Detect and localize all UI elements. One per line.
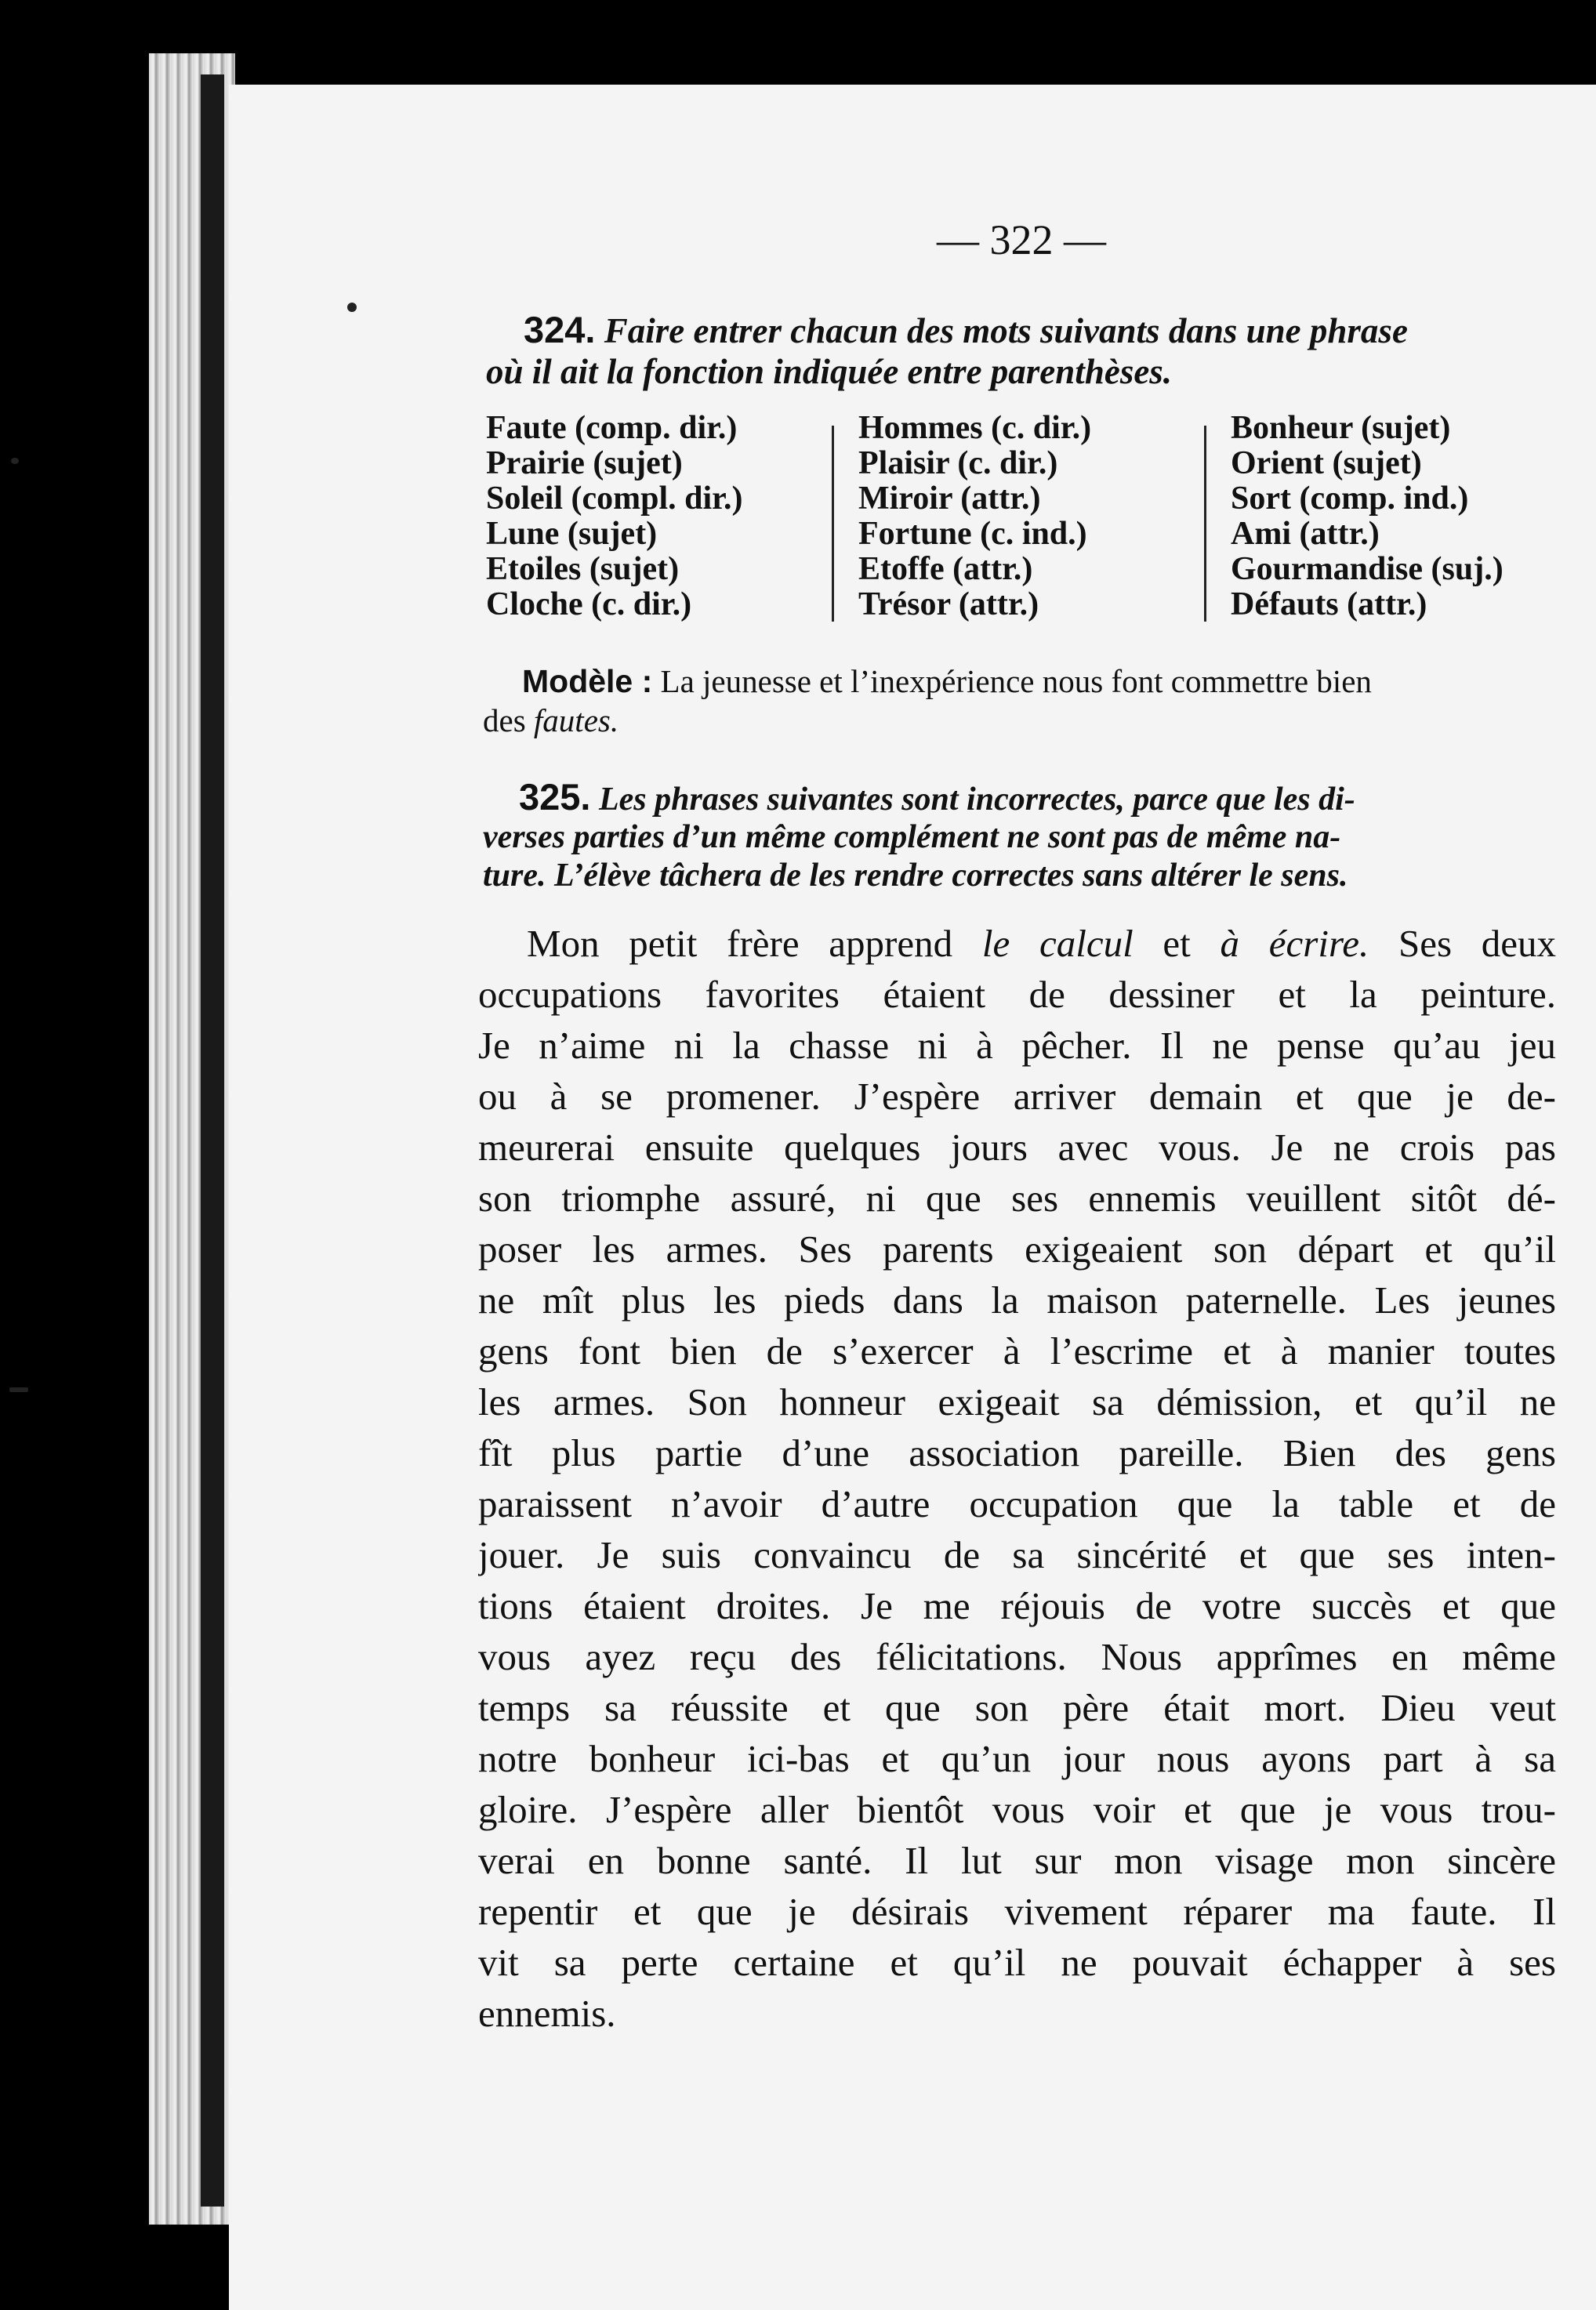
scan-speck (9, 1387, 28, 1392)
word-item: Etoffe (attr.) (858, 551, 1033, 587)
paragraph-line: ne mît plus les pieds dans la maison paternelle. Les jeunes (478, 1278, 1556, 1322)
model-label: Modèle : (522, 663, 653, 699)
column-divider (1204, 426, 1206, 622)
paragraph-line: Je n’aime ni la chasse ni à pêcher. Il ne pense qu’au jeu (478, 1024, 1556, 1067)
paragraph-line: ennemis. (478, 1992, 616, 2035)
word-item: Orient (sujet) (1231, 445, 1422, 481)
exercise-325-instruction-line3: ture. L’élève tâchera de les rendre correctes sans altérer le sens. (483, 858, 1348, 894)
paragraph-line: Mon petit frère apprend le calcul et à écrire. Ses deux (527, 922, 1556, 965)
exercise-number: 325. (519, 776, 591, 818)
paragraph-line: notre bonheur ici-bas et qu’un jour nous ayons part à sa (478, 1737, 1556, 1780)
page-number: — 322 — (937, 216, 1106, 263)
model-line2: des fautes. (483, 702, 619, 738)
exercise-325-heading (519, 778, 1355, 819)
exercise-324-heading (524, 307, 1408, 354)
word-item: Soleil (compl. dir.) (486, 480, 743, 517)
scan-speck (347, 303, 357, 312)
paragraph-line: occupations favorites étaient de dessiner et la peinture. (478, 973, 1556, 1016)
paragraph-line: paraissent n’avoir d’autre occupation que la table et de (478, 1482, 1556, 1525)
word-column-1 (486, 411, 742, 622)
paragraph-line: jouer. Je suis convaincu de sa sincérité et que ses inten- (478, 1533, 1556, 1576)
word-column-3 (1231, 411, 1504, 622)
paragraph-line: poser les armes. Ses parents exigeaient son départ et qu’il (478, 1228, 1556, 1271)
exercise-instruction: Faire entrer chacun des mots suivants dans une phrase (604, 311, 1408, 350)
word-item: Bonheur (sujet) (1231, 410, 1451, 446)
paragraph-line: verai en bonne santé. Il lut sur mon visage mon sincère (478, 1839, 1556, 1882)
exercise-instruction: Les phrases suivantes sont incorrectes, parce que les di- (598, 781, 1355, 818)
word-item: Miroir (attr.) (858, 480, 1041, 517)
word-item: Sort (comp. ind.) (1231, 480, 1469, 517)
paragraph-line: ou à se promener. J’espère arriver demain et que je de- (478, 1075, 1556, 1118)
word-item: Etoiles (sujet) (486, 551, 680, 587)
word-item: Défauts (attr.) (1231, 586, 1427, 622)
word-item: Prairie (sujet) (486, 445, 683, 481)
model-line1: Modèle : La jeunesse et l’inexpérience nous font commettre bien (522, 663, 1372, 699)
word-item: Faute (comp. dir.) (486, 410, 738, 446)
word-column-2 (858, 411, 1091, 622)
scan-speck (11, 458, 19, 464)
book-spine (201, 74, 224, 2207)
column-divider (832, 426, 834, 622)
paragraph-line: gens font bien de s’exercer à l’escrime et à manier toutes (478, 1329, 1556, 1373)
word-item: Fortune (c. ind.) (858, 516, 1087, 552)
paragraph-line: gloire. J’espère aller bientôt vous voir et que je vous trou- (478, 1788, 1556, 1831)
paragraph-line: les armes. Son honneur exigeait sa démission, et qu’il ne (478, 1380, 1556, 1423)
exercise-325-instruction-line2: verses parties d’un même complément ne sont pas de même na- (483, 819, 1341, 855)
word-item: Hommes (c. dir.) (858, 410, 1092, 446)
word-item: Lune (sujet) (486, 516, 658, 552)
paragraph-line: fît plus partie d’une association pareille. Bien des gens (478, 1431, 1556, 1474)
word-item: Trésor (attr.) (858, 586, 1039, 622)
paragraph-line: vous ayez reçu des félicitations. Nous apprîmes en même (478, 1635, 1556, 1678)
word-item: Gourmandise (suj.) (1231, 551, 1504, 587)
paragraph-line: repentir et que je désirais vivement réparer ma faute. Il (478, 1890, 1556, 1933)
paragraph-line: son triomphe assuré, ni que ses ennemis veuillent sitôt dé- (478, 1177, 1556, 1220)
paragraph-line: temps sa réussite et que son père était mort. Dieu veut (478, 1686, 1556, 1729)
exercise-324-instruction-line2: où il ait la fonction indiquée entre parenthèses. (486, 352, 1173, 391)
exercise-number: 324. (524, 309, 596, 350)
word-item: Ami (attr.) (1231, 516, 1380, 552)
word-item: Cloche (c. dir.) (486, 586, 692, 622)
paragraph-line: tions étaient droites. Je me réjouis de votre succès et que (478, 1584, 1556, 1627)
word-item: Plaisir (c. dir.) (858, 445, 1058, 481)
paragraph-line: meurerai ensuite quelques jours avec vous. Je ne crois pas (478, 1126, 1556, 1169)
paragraph-line: vit sa perte certaine et qu’il ne pouvait échapper à ses (478, 1941, 1556, 1984)
